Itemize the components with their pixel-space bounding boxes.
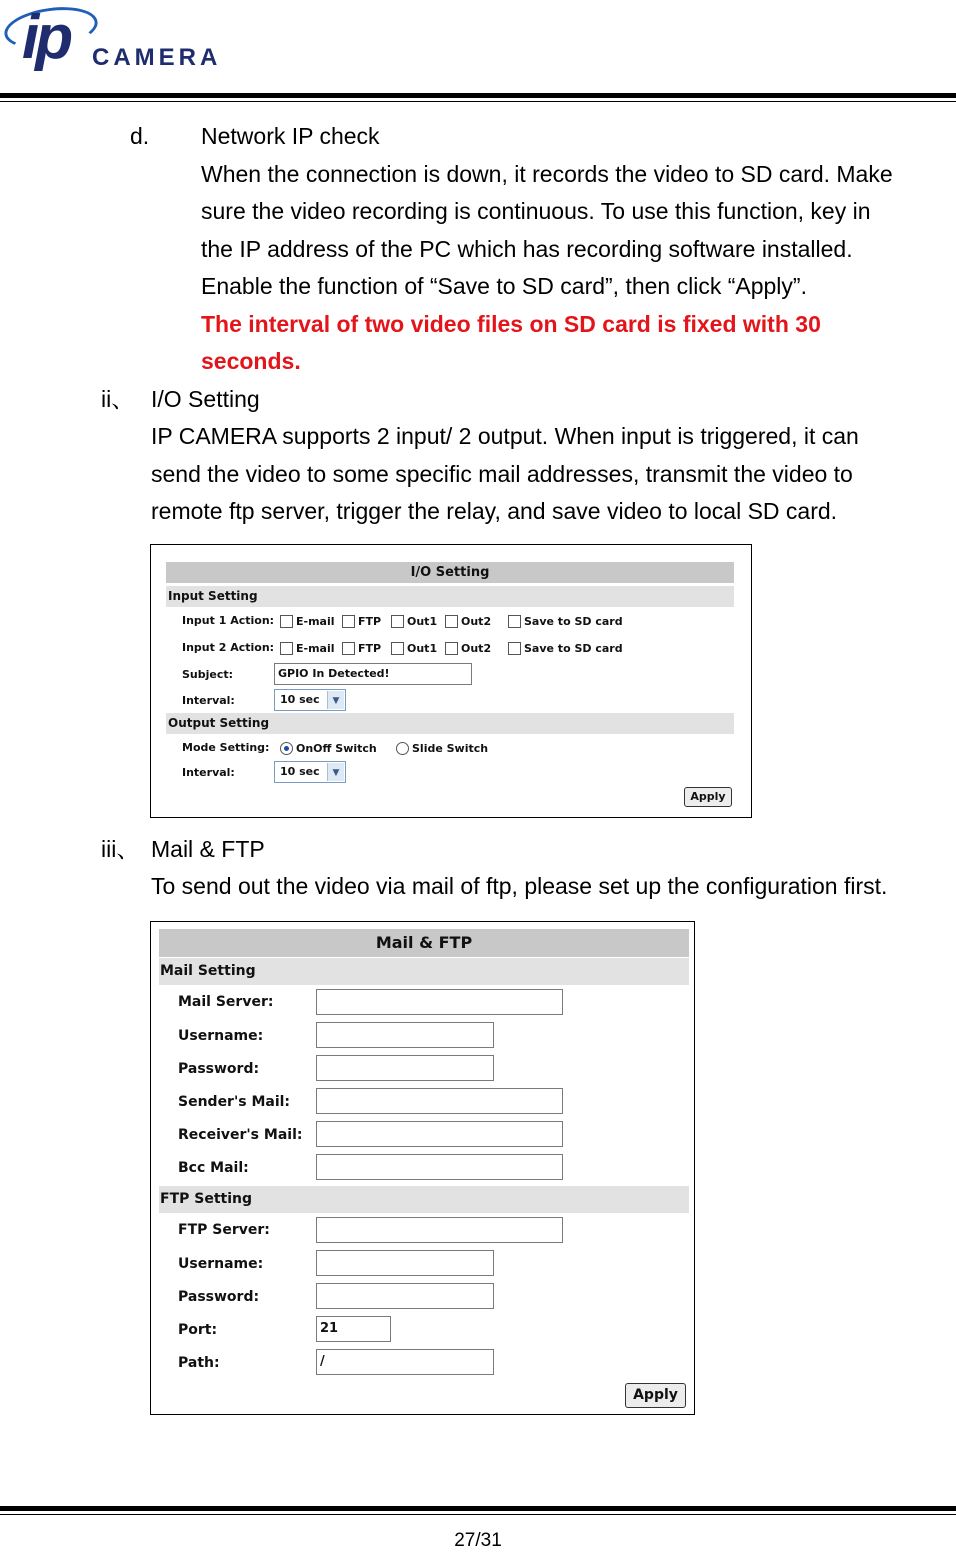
ftp-password-input[interactable]	[316, 1283, 494, 1309]
receiver-mail-input[interactable]	[316, 1121, 563, 1147]
sender-mail-label: Sender's Mail:	[178, 1094, 291, 1110]
input1-out2-checkbox[interactable]	[445, 615, 458, 628]
interval-select[interactable]	[274, 689, 346, 711]
mail-username-input[interactable]	[316, 1022, 494, 1048]
input1-email-label: E-mail	[296, 615, 335, 628]
mail-panel-title: Mail & FTP	[159, 929, 689, 957]
input2-out2-checkbox[interactable]	[445, 642, 458, 655]
input2-out1-checkbox[interactable]	[391, 642, 404, 655]
section-ii-marker: ii、	[101, 386, 135, 412]
footer-rule-thin	[0, 1514, 956, 1515]
input2-sd-label: Save to SD card	[524, 642, 623, 655]
port-label: Port:	[178, 1322, 218, 1338]
logo-camera: CAMERA	[92, 44, 222, 71]
input2-out2-label: Out2	[461, 642, 492, 655]
input2-label: Input 2 Action:	[182, 641, 275, 654]
chevron-down-icon: ▼	[327, 691, 344, 709]
mail-password-label: Password:	[178, 1061, 260, 1077]
path-input[interactable]: /	[316, 1349, 494, 1375]
ftp-setting-header: FTP Setting	[159, 1186, 689, 1213]
section-iii-marker: iii、	[101, 836, 140, 862]
subject-label: Subject:	[182, 668, 234, 681]
io-panel-title: I/O Setting	[166, 562, 734, 583]
section-d-marker: d.	[130, 123, 150, 149]
ftp-username-input[interactable]	[316, 1250, 494, 1276]
mail-ftp-panel	[150, 921, 695, 1415]
input1-ftp-label: FTP	[358, 615, 382, 628]
section-d-note: The interval of two video files on SD card is fixed with 30	[201, 311, 821, 337]
header-rule	[0, 93, 956, 98]
section-d-line: the IP address of the PC which has recording software installed.	[201, 236, 853, 262]
receiver-mail-label: Receiver's Mail:	[178, 1127, 303, 1143]
input2-sd-checkbox[interactable]	[508, 642, 521, 655]
section-d-line: When the connection is down, it records the video to SD card. Make	[201, 161, 893, 187]
ftp-username-label: Username:	[178, 1256, 264, 1272]
logo-ip: ip	[22, 3, 70, 72]
output-interval-select-value: 10 sec	[280, 765, 320, 778]
mail-server-label: Mail Server:	[178, 994, 274, 1010]
interval-label: Interval:	[182, 694, 235, 707]
slide-switch-radio[interactable]	[396, 742, 409, 755]
input1-ftp-checkbox[interactable]	[342, 615, 355, 628]
mail-setting-header: Mail Setting	[159, 958, 689, 985]
output-setting-header: Output Setting	[166, 713, 734, 734]
mail-server-input[interactable]	[316, 989, 563, 1015]
input2-email-checkbox[interactable]	[280, 642, 293, 655]
subject-input[interactable]: GPIO In Detected!	[274, 663, 472, 685]
header-rule-thin	[0, 101, 956, 102]
mail-apply-button[interactable]: Apply	[625, 1383, 686, 1408]
footer-rule	[0, 1506, 956, 1511]
output-interval-select[interactable]	[274, 761, 346, 783]
sender-mail-input[interactable]	[316, 1088, 563, 1114]
ftp-server-input[interactable]	[316, 1217, 563, 1243]
page-number: 27/31	[454, 1530, 502, 1551]
path-label: Path:	[178, 1355, 220, 1371]
section-ii-title: I/O Setting	[151, 386, 260, 412]
section-ii-line: IP CAMERA supports 2 input/ 2 output. When input is triggered, it can	[151, 423, 859, 449]
section-iii-title: Mail & FTP	[151, 836, 265, 862]
section-ii-line: remote ftp server, trigger the relay, and save video to local SD card.	[151, 498, 838, 524]
section-d-title: Network IP check	[201, 123, 380, 149]
section-d-note: seconds.	[201, 348, 301, 374]
output-interval-label: Interval:	[182, 766, 235, 779]
bcc-mail-label: Bcc Mail:	[178, 1160, 249, 1176]
bcc-mail-input[interactable]	[316, 1154, 563, 1180]
io-setting-panel	[150, 544, 752, 818]
section-d-line: sure the video recording is continuous. To use this function, key in	[201, 198, 871, 224]
mode-label: Mode Setting:	[182, 741, 270, 754]
input1-out1-label: Out1	[407, 615, 438, 628]
onoff-switch-radio[interactable]	[280, 742, 293, 755]
mail-username-label: Username:	[178, 1028, 264, 1044]
section-iii-line: To send out the video via mail of ftp, please set up the configuration first.	[151, 873, 888, 899]
input1-sd-label: Save to SD card	[524, 615, 623, 628]
ftp-password-label: Password:	[178, 1289, 260, 1305]
input1-email-checkbox[interactable]	[280, 615, 293, 628]
section-ii-line: send the video to some specific mail addresses, transmit the video to	[151, 461, 853, 487]
input1-out2-label: Out2	[461, 615, 492, 628]
mail-password-input[interactable]	[316, 1055, 494, 1081]
io-apply-button[interactable]: Apply	[684, 787, 732, 807]
ftp-server-label: FTP Server:	[178, 1222, 270, 1238]
input2-ftp-label: FTP	[358, 642, 382, 655]
input2-email-label: E-mail	[296, 642, 335, 655]
interval-select-value: 10 sec	[280, 693, 320, 706]
input2-out1-label: Out1	[407, 642, 438, 655]
input1-out1-checkbox[interactable]	[391, 615, 404, 628]
slide-switch-label: Slide Switch	[412, 742, 489, 755]
input1-label: Input 1 Action:	[182, 614, 275, 627]
input1-sd-checkbox[interactable]	[508, 615, 521, 628]
onoff-switch-label: OnOff Switch	[296, 742, 377, 755]
port-input[interactable]: 21	[316, 1316, 391, 1342]
input-setting-header: Input Setting	[166, 586, 734, 607]
section-d-line: Enable the function of “Save to SD card”, then click “Apply”.	[201, 273, 807, 299]
input2-ftp-checkbox[interactable]	[342, 642, 355, 655]
chevron-down-icon: ▼	[327, 763, 344, 781]
